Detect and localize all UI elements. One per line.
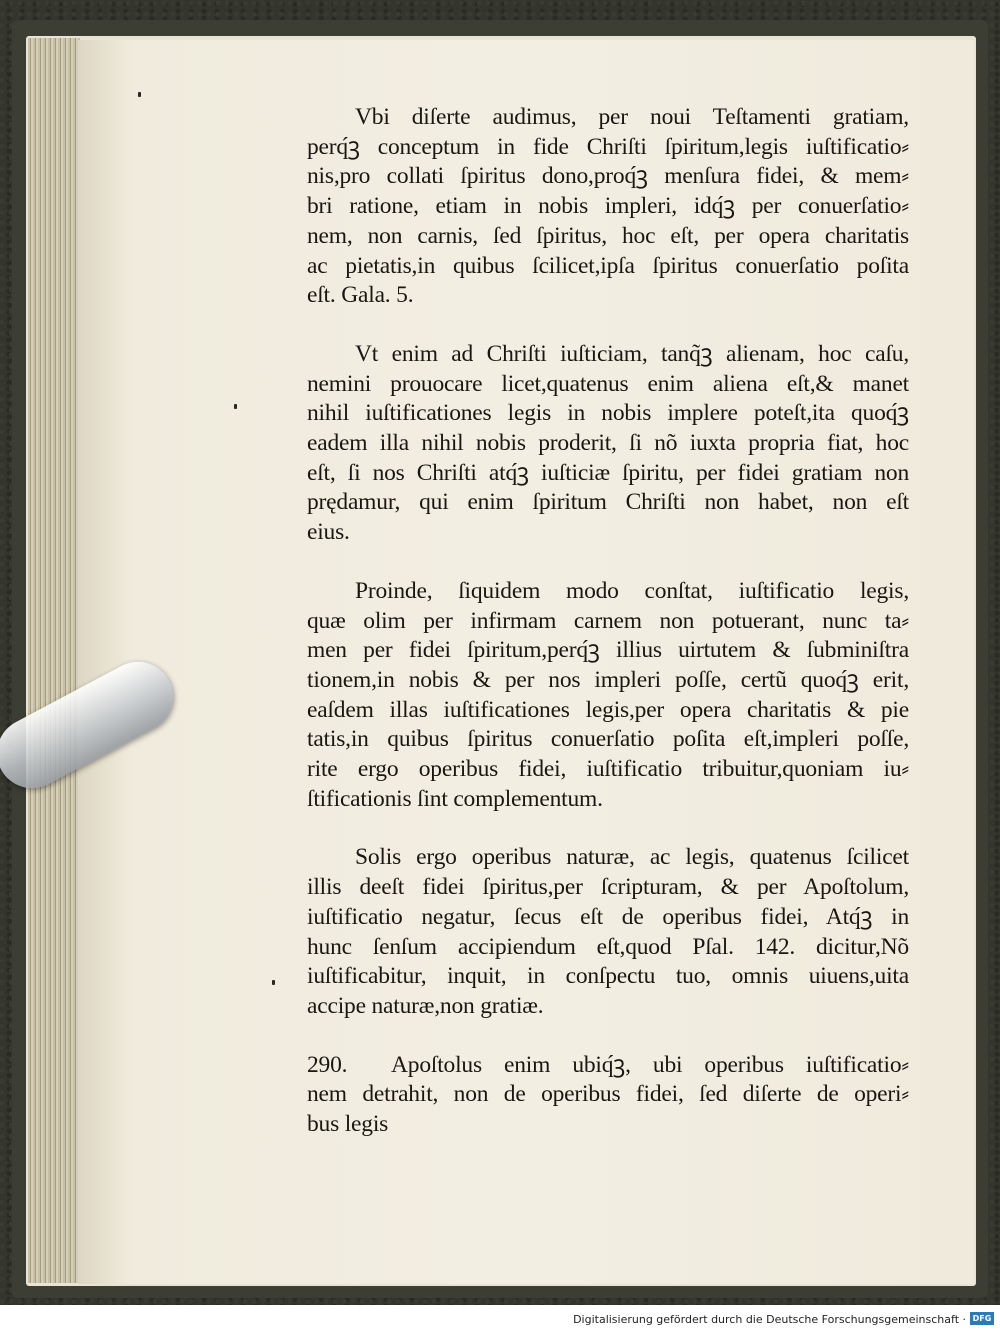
- text-line: eius.: [307, 519, 350, 546]
- text-line: eſt, ſi nos Chriſti atq́ꝫ iuſticiæ ſpiritu, per fidei gratiam non: [307, 459, 909, 486]
- text-line: rite ergo operibus fidei, iuſtificatio tribuitur,quoniam iu⸗: [307, 756, 909, 783]
- text-line: Solis ergo operibus naturæ, ac legis, quatenus ſcilicet: [355, 844, 909, 871]
- text-line: illis deeſt fidei ſpiritus,per ſcripturam, & per Apoſtolum,: [307, 874, 909, 901]
- dfg-logo: DFG: [970, 1312, 994, 1325]
- text-line: men per fidei ſpiritum,perq́ꝫ illius uirtutem & ſubminiſtra: [307, 637, 909, 664]
- ink-mark: [138, 92, 141, 97]
- text-line: nemini prouocare licet,quatenus enim aliena eſt,& manet: [307, 370, 909, 397]
- text-line: tatis,in quibus ſpiritus conuerſatio poſita eſt,impleri poſſe,: [307, 726, 909, 753]
- numbered-line: [307, 1051, 909, 1081]
- text-line: hunc ſenſum accipiendum eſt,quod Pſal. 142. dicitur,Nõ: [307, 933, 909, 960]
- ink-mark: [272, 980, 275, 985]
- text-line: quæ olim per infirmam carnem non potuerant, nunc ta⸗: [307, 607, 909, 634]
- text-line: Proinde, ſiquidem modo conſtat, iuſtificatio legis,: [355, 577, 909, 604]
- paragraph-1: [307, 103, 909, 311]
- text-line: Apoſtolus enim ubiq́ꝫ, ubi operibus iuſtificatio⸗: [391, 1051, 909, 1078]
- footer-bar: [0, 1305, 1000, 1333]
- paragraph-number: 290.: [307, 1051, 348, 1078]
- text-line: prędamur, qui enim ſpiritum Chriſti non habet, non eſt: [307, 489, 909, 516]
- text-line: eaſdem illas iuſtificationes legis,per opera charitatis & pie: [307, 696, 909, 723]
- text-line: nem detrahit, non de operibus fidei, ſed diſerte de operi⸗: [307, 1081, 909, 1108]
- paragraph-2: [307, 340, 909, 548]
- footer-credit: Digitalisierung gefördert durch die Deutsche Forschungsgemeinschaft ·: [573, 1313, 966, 1326]
- text-line: Vbi diſerte audimus, per noui Teſtamenti gratiam,: [355, 104, 909, 130]
- text-line: Vt enim ad Chriſti iuſticiam, tanq̃ꝫ alienam, hoc caſu,: [355, 340, 909, 367]
- text-line: accipe naturæ,non gratiæ.: [307, 992, 544, 1019]
- page-text: [307, 103, 909, 1140]
- page-edges: [28, 38, 80, 1283]
- text-line: ac pietatis,in quibus ſcilicet,ipſa ſpiritus conuerſatio poſita: [307, 252, 909, 279]
- paragraph-3: [307, 577, 909, 815]
- text-line: nem, non carnis, ſed ſpiritus, hoc eſt, per opera charitatis: [307, 222, 909, 249]
- text-line: iuſtificabitur, inquit, in conſpectu tuo, omnis uiuens,uita: [307, 963, 909, 990]
- text-line: perq́ꝫ conceptum in fide Chriſti ſpiritum,legis iuſtificatio⸗: [307, 133, 909, 160]
- text-line: eadem illa nihil nobis proderit, ſi nõ iuxta propria fiat, hoc: [307, 430, 909, 457]
- catchword: bus legis: [307, 1111, 389, 1138]
- ink-mark: [234, 404, 237, 409]
- text-line: eſt. Gala. 5.: [307, 282, 414, 309]
- text-line: tionem,in nobis & per nos impleri poſſe, certũ quoq́ꝫ erit,: [307, 666, 909, 693]
- text-line: ſtificationis ſint complementum.: [307, 785, 603, 812]
- text-line: iuſtificatio negatur, ſecus eſt de operibus fidei, Atq́ꝫ in: [307, 903, 909, 930]
- text-line: bri ratione, etiam in nobis impleri, idq́ꝫ per conuerſatio⸗: [307, 193, 909, 220]
- paragraph-4: [307, 843, 909, 1021]
- text-line: nis,pro collati ſpiritus dono,proq́ꝫ menſura fidei, & mem⸗: [307, 163, 909, 190]
- text-line: nihil iuſtificationes legis in nobis implere poteſt,ita quoq́ꝫ: [307, 400, 909, 427]
- paragraph-5: [307, 1051, 909, 1140]
